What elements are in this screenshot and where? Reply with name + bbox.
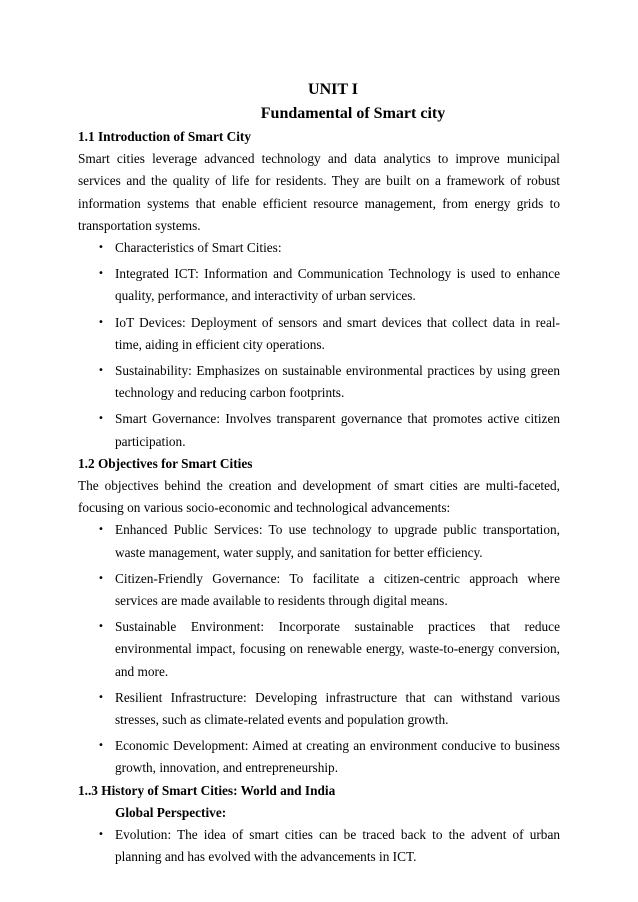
unit-title: UNIT I xyxy=(308,81,358,98)
section-heading-1-2: 1.2 Objectives for Smart Cities xyxy=(78,455,253,471)
bullet-icon: • xyxy=(98,524,104,536)
bullet-icon: • xyxy=(98,365,104,377)
list-item xyxy=(78,824,560,868)
section-1-1-list xyxy=(78,237,560,453)
bullet-icon: • xyxy=(98,691,104,703)
section-1-2-paragraph: The objectives behind the creation and development of smart cities are multi-faceted, focusing on various socio-economic and technological advancements: xyxy=(78,478,560,516)
list-item-text: Enhanced Public Services: To use technology to upgrade public transportation, waste management, water supply, and sanitation for better efficiency. xyxy=(115,522,560,560)
list-item xyxy=(78,312,560,356)
bullet-icon: • xyxy=(98,316,104,328)
section-1-2-list xyxy=(78,519,560,779)
bullet-icon: • xyxy=(98,621,104,633)
list-item xyxy=(78,735,560,779)
list-item xyxy=(78,237,560,259)
list-item xyxy=(78,568,560,612)
section-1-3-list xyxy=(78,824,560,868)
section-heading-1-1: 1.1 Introduction of Smart City xyxy=(78,129,251,144)
bullet-icon: • xyxy=(98,829,104,841)
section-heading-1-3: 1..3 History of Smart Cities: World and India xyxy=(78,782,336,798)
chapter-title: Fundamental of Smart city xyxy=(260,105,446,122)
section-1-1-paragraph: Smart cities leverage advanced technology and data analytics to improve municipal services and the quality of life for residents. They are built on a framework of robust information systems that enable efficient resource management, from energy grids to transportation systems. xyxy=(78,151,560,233)
bullet-icon: • xyxy=(98,242,104,254)
list-item-text: Economic Development: Aimed at creating an environment conducive to business growth, innovation, and entrepreneurship. xyxy=(115,738,560,776)
bullet-icon: • xyxy=(98,740,104,752)
list-item-text: Resilient Infrastructure: Developing infrastructure that can withstand various stresses, such as climate-related events and population growth. xyxy=(115,689,560,728)
list-item xyxy=(78,519,560,563)
list-item xyxy=(78,360,560,404)
list-item-text: Evolution: The idea of smart cities can be traced back to the advent of urban planning and has evolved with the advancements in ICT. xyxy=(115,827,560,865)
list-item-text: Citizen-Friendly Governance: To facilitate a citizen-centric approach where services are made available to residents through digital means. xyxy=(115,570,560,609)
list-item-text: Characteristics of Smart Cities: xyxy=(115,240,282,256)
global-perspective-subheading: Global Perspective: xyxy=(115,804,227,820)
list-item-text: Integrated ICT: Information and Communication Technology is used to enhance quality, performance, and interactivity of urban services. xyxy=(115,266,560,304)
list-item-text: Sustainable Environment: Incorporate sustainable practices that reduce environmental impact, focusing on renewable energy, waste-to-energy conversion, and more. xyxy=(115,619,560,679)
bullet-icon: • xyxy=(98,572,104,584)
document-page xyxy=(78,78,560,869)
list-item xyxy=(78,687,560,731)
list-item-text: Smart Governance: Involves transparent governance that promotes active citizen participation. xyxy=(115,411,560,449)
list-item xyxy=(78,616,560,683)
list-item-text: Sustainability: Emphasizes on sustainable environmental practices by using green technology and reducing carbon footprints. xyxy=(115,363,560,401)
list-item-text: IoT Devices: Deployment of sensors and smart devices that collect data in real-time, aiding in efficient city operations. xyxy=(115,314,560,352)
list-item xyxy=(78,263,560,307)
bullet-icon: • xyxy=(98,268,104,280)
bullet-icon: • xyxy=(98,413,104,425)
list-item xyxy=(78,408,560,452)
